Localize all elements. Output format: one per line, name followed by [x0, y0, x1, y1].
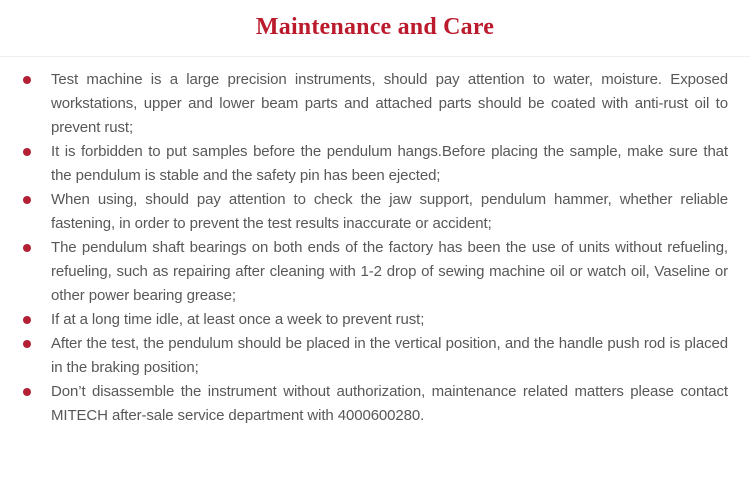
bullet-icon: [23, 148, 31, 156]
list-item-text: When using, should pay attention to check the jaw support, pendulum hammer, whether reliable fastening, in order to prevent the test results inaccurate or accident;: [51, 191, 728, 232]
list-item-text: Don’t disassemble the instrument without authorization, maintenance related matters please contact MITECH after-sale service department with 4000600280.: [51, 383, 728, 424]
list-item-text: Test machine is a large precision instruments, should pay attention to water, moisture. Exposed workstations, upper and lower beam parts and attached parts should be coated with anti-rust oil to prevent rust;: [51, 71, 728, 136]
bullet-icon: [23, 388, 31, 396]
bullet-icon: [23, 316, 31, 324]
list-item-text: The pendulum shaft bearings on both ends of the factory has been the use of units without refueling, refueling, such as repairing after cleaning with 1-2 drop of sewing machine oil or watch oil, Vaseline or other power bearing grease;: [51, 239, 728, 304]
list-item: [22, 308, 728, 332]
list-item: [22, 380, 728, 428]
care-list: [0, 68, 750, 428]
bullet-icon: [23, 340, 31, 348]
list-item: [22, 68, 728, 140]
list-item: [22, 188, 728, 236]
list-item: [22, 236, 728, 308]
divider: [0, 56, 750, 57]
list-item-text: If at a long time idle, at least once a week to prevent rust;: [51, 311, 425, 328]
list-item: [22, 140, 728, 188]
bullet-icon: [23, 196, 31, 204]
list-item-text: It is forbidden to put samples before the pendulum hangs.Before placing the sample, make sure that the pendulum is stable and the safety pin has been ejected;: [51, 143, 728, 184]
list-item: [22, 332, 728, 380]
bullet-icon: [23, 244, 31, 252]
list-item-text: After the test, the pendulum should be placed in the vertical position, and the handle push rod is placed in the braking position;: [51, 335, 728, 376]
bullet-icon: [23, 76, 31, 84]
page-title: Maintenance and Care: [255, 14, 495, 40]
